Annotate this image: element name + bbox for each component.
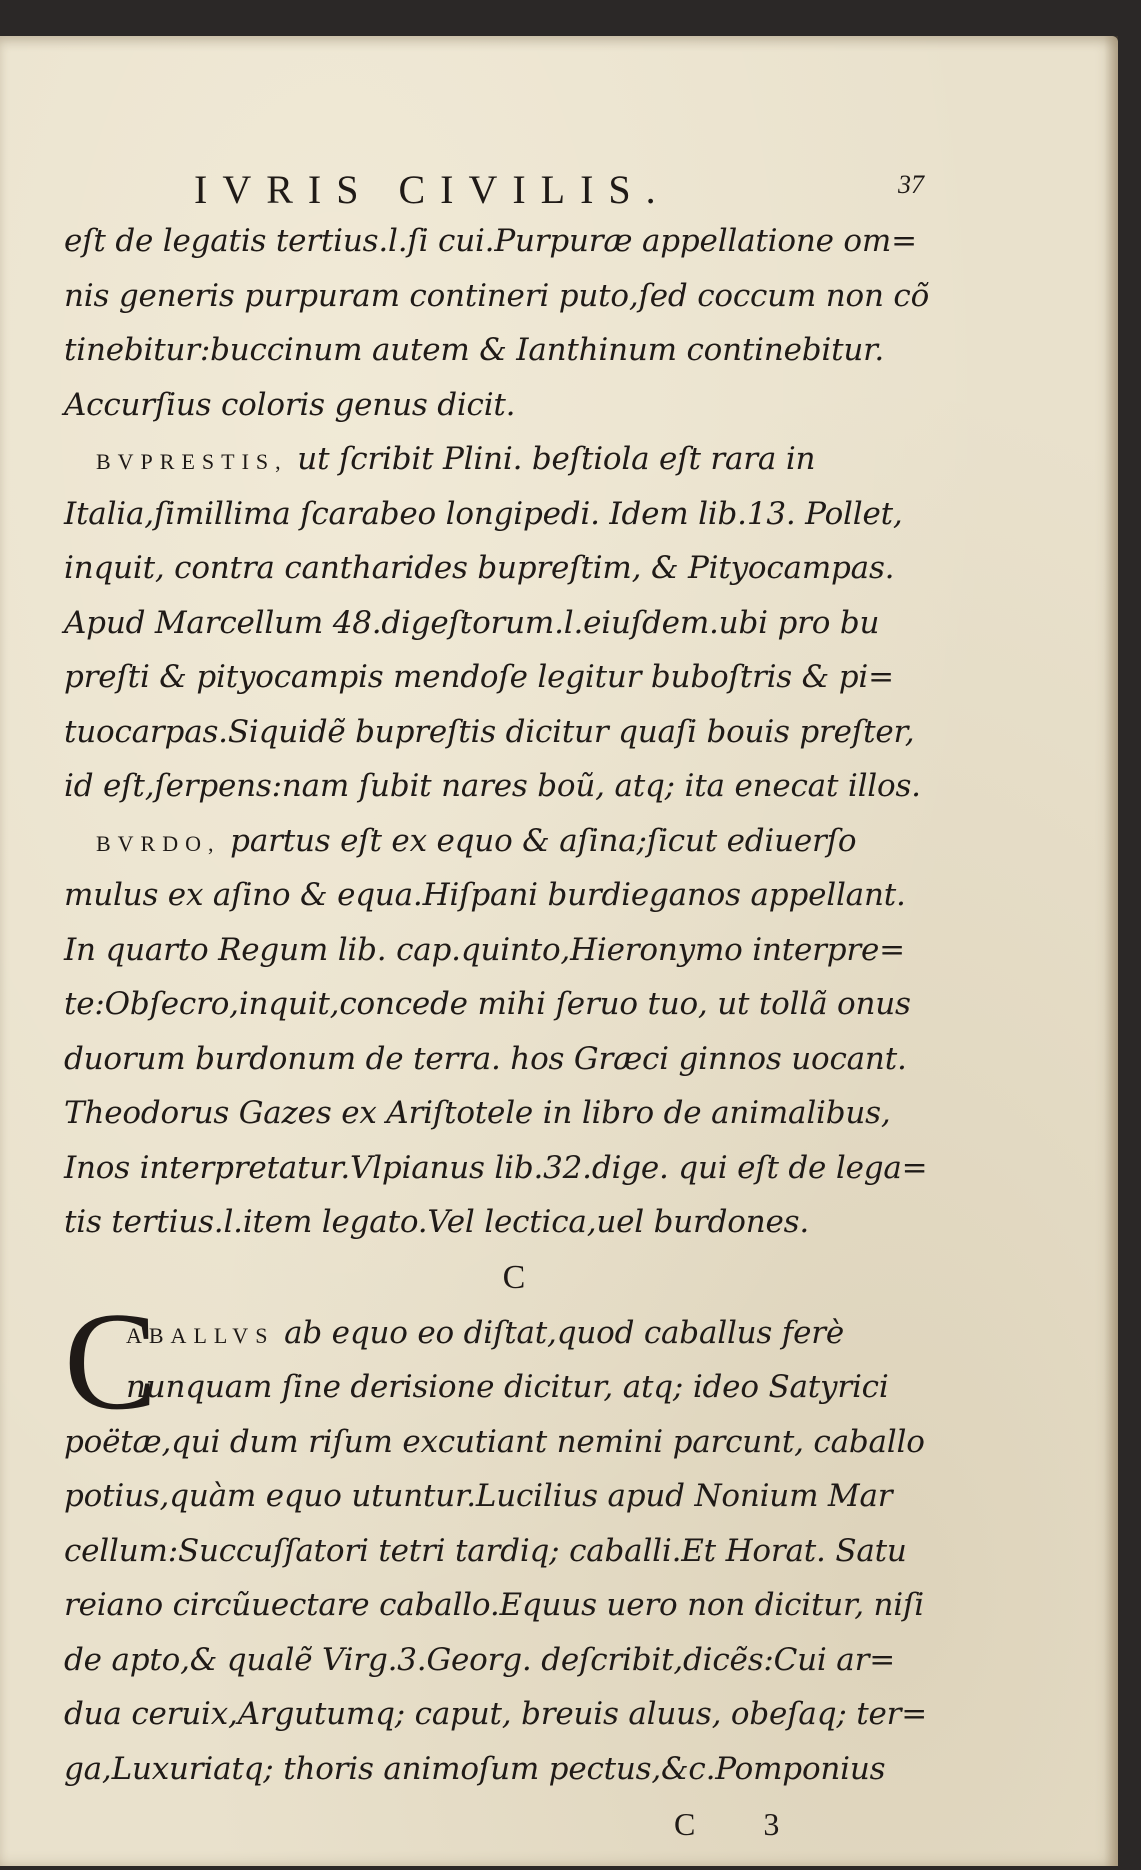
book-page [0,36,1118,1866]
page-number: 37 [898,170,924,199]
line-text: Inos interpretatur.Vlpianus lib.32.dige. qui eſt de lega= [64,1149,928,1186]
line-text: In quarto Regum lib. cap.quinto,Hieronymo interpre= [64,931,905,968]
section-heading: C [502,1258,526,1296]
line-text: id eſt,ſerpens:nam ſubit nares boũ, atq; ita enecat illos. [64,768,921,804]
text-line [64,977,924,1032]
text-block [64,136,930,1852]
line-text: Italia,ſimillima ſcarabeo longipedi. Idem lib.13. Pollet, [64,495,903,532]
line-text: ga,Luxuriatq; thoris animoſum pectus,&c.Pomponius [64,1750,886,1787]
entry-headword: ABALLVS [126,1322,275,1348]
line-text: poëtæ,qui dum riſum excutiant nemini parcunt, caballo [64,1423,925,1460]
text-line [64,650,924,705]
line-text: te:Obſecro,inquit,concede mihi ſeruo tuo, ut tollã onus [64,986,911,1022]
signature-mark: C 3 [674,1806,810,1842]
line-text: tinebitur:buccinum autem & Ianthinum continebitur. [64,332,885,368]
text-line [64,1742,924,1797]
text-line [64,1032,924,1087]
text-line [64,1578,924,1633]
text-line [64,705,924,760]
text-line [64,1141,928,1196]
line-text: preſti & pityocampis mendoſe legitur buboſtris & pi= [64,659,894,695]
text-line [64,1360,924,1415]
line-text: inquit, contra cantharides bupreſtim, & Pityocampas. [64,550,895,586]
text-line [64,1633,924,1688]
text-line [64,432,924,487]
drop-cap-initial: C [64,1283,158,1439]
line-text: tis tertius.l.item legato.Vel lectica,uel burdones. [64,1204,810,1240]
text-line [64,1195,924,1250]
text-line [64,814,924,869]
text-line [64,541,924,596]
line-text: tuocarpas.Siquidẽ bupreſtis dicitur quaſi bouis preſter, [64,713,915,750]
line-text: mulus ex aſino & equa.Hiſpani burdieganos appellant. [64,877,906,913]
text-line [64,1687,928,1742]
line-text: de apto,& qualẽ Virg.3.Georg. deſcribit,dicẽs:Cui ar= [64,1641,895,1678]
text-line [64,487,924,542]
text-line [64,269,930,324]
line-text: partus eſt ex equo & aſina;ſicut ediuerſo [220,822,857,859]
text-line [64,378,924,433]
line-text: cellum:Succuſſatori tetri tardiq; caballi.Et Horat. Satu [64,1532,907,1569]
text-line [64,596,924,651]
line-text: ab equo eo diſtat,quod caballus ferè [274,1314,844,1351]
text-line [64,868,924,923]
line-text: dua ceruix,Argutumq; caput, breuis aluus, obeſaq; ter= [64,1696,928,1732]
text-line [64,1086,924,1141]
text-line [64,323,924,378]
line-text: Theodorus Gazes ex Ariſtotele in libro de animalibus, [64,1095,891,1131]
entry-headword: BVPRESTIS, [96,449,288,474]
running-title: IVRIS CIVILIS. [194,167,671,212]
line-text: duorum burdonum de terra. hos Græci ginnos uocant. [64,1040,907,1077]
page-edge-shadow [1104,36,1118,1866]
entry-headword: BVRDO, [96,830,221,856]
line-text: eſt de legatis tertius.l.ſi cui.Purpuræ appellatione om= [64,223,917,259]
line-text: Accurſius coloris genus dicit. [64,386,516,423]
section-body [64,1283,928,1797]
text-line [64,1306,924,1361]
line-text: nunquam ſine derisione dicitur, atq; ideo Satyrici [126,1369,889,1405]
line-text: ut ſcribit Plini. beſtiola eſt rara in [287,441,816,477]
line-text: reiano circũuectare caballo.Equus uero non dicitur, niſi [64,1587,924,1623]
running-head [64,136,924,214]
text-line [64,923,924,978]
text-line [64,759,924,814]
text-line [64,1524,924,1579]
text-line [64,214,924,269]
line-text: potius,quàm equo utuntur.Lucilius apud Nonium Mar [64,1478,893,1514]
line-text: nis generis purpuram contineri puto,ſed coccum non cõ [64,277,930,314]
text-line [64,1469,924,1524]
text-line [64,1415,924,1470]
line-text: Apud Marcellum 48.digeſtorum.l.eiuſdem.ubi pro bu [64,604,880,641]
